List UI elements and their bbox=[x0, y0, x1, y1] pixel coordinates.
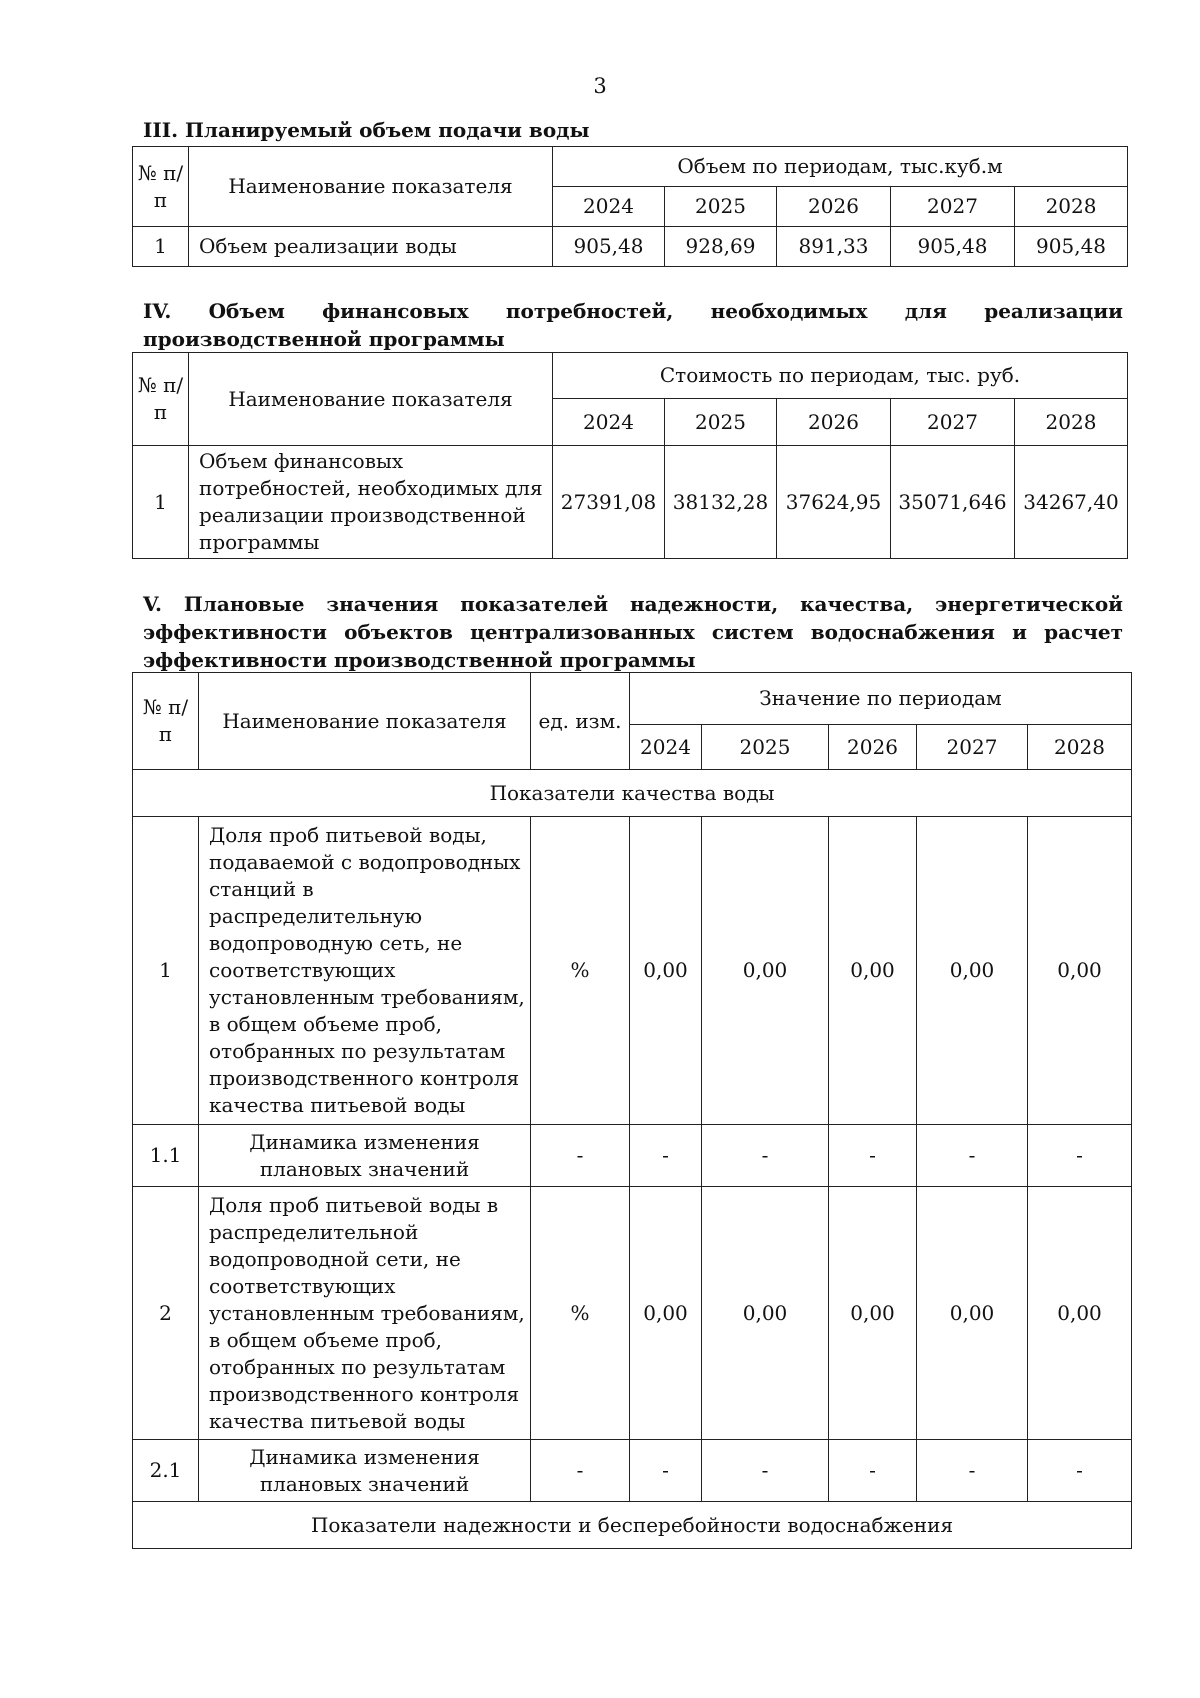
row-value: 0,00 bbox=[917, 1187, 1028, 1440]
year-header: 2025 bbox=[665, 187, 777, 227]
row-name: Объем финансовых потребностей, необходимых для реализации производственной программы bbox=[189, 446, 553, 559]
water-supply-table bbox=[132, 146, 1128, 267]
row-value: 0,00 bbox=[630, 817, 702, 1125]
row-value: 37624,95 bbox=[777, 446, 891, 559]
row-value: 0,00 bbox=[702, 1187, 829, 1440]
year-header: 2024 bbox=[553, 399, 665, 446]
table-row bbox=[133, 446, 1128, 559]
row-number: 1 bbox=[133, 817, 199, 1125]
year-header: 2028 bbox=[1028, 725, 1132, 770]
row-number: 1.1 bbox=[133, 1125, 199, 1187]
row-value: 35071,646 bbox=[891, 446, 1015, 559]
row-value: 34267,40 bbox=[1015, 446, 1128, 559]
period-group-header: Стоимость по периодам, тыс. руб. bbox=[553, 353, 1128, 399]
performance-indicators-table bbox=[132, 672, 1132, 1549]
year-header: 2026 bbox=[829, 725, 917, 770]
row-value: 0,00 bbox=[1028, 1187, 1132, 1440]
row-number: 1 bbox=[133, 446, 189, 559]
table-row bbox=[133, 817, 1132, 1125]
row-value: 905,48 bbox=[891, 227, 1015, 267]
year-header: 2027 bbox=[891, 187, 1015, 227]
year-header: 2024 bbox=[630, 725, 702, 770]
financial-needs-table bbox=[132, 352, 1128, 559]
col-num-header: № п/п bbox=[133, 673, 199, 770]
row-unit: % bbox=[531, 1187, 630, 1440]
table-row bbox=[133, 1187, 1132, 1440]
group-header-reliability: Показатели надежности и бесперебойности водоснабжения bbox=[133, 1502, 1132, 1549]
row-value: 27391,08 bbox=[553, 446, 665, 559]
col-name-header: Наименование показателя bbox=[199, 673, 531, 770]
table-row bbox=[133, 1125, 1132, 1187]
row-unit: - bbox=[531, 1125, 630, 1187]
table-row bbox=[133, 1440, 1132, 1502]
year-header: 2026 bbox=[777, 187, 891, 227]
row-value: - bbox=[630, 1440, 702, 1502]
group-header-quality: Показатели качества воды bbox=[133, 770, 1132, 817]
row-name: Доля проб питьевой воды в распределительной водопроводной сети, не соответствующих установленным требованиям, в общем объеме проб, отобранных по результатам производственного контроля качества питьевой воды bbox=[199, 1187, 531, 1440]
row-value: 0,00 bbox=[829, 1187, 917, 1440]
row-name: Динамика изменения плановых значений bbox=[199, 1440, 531, 1502]
row-value: - bbox=[829, 1125, 917, 1187]
row-value: 38132,28 bbox=[665, 446, 777, 559]
year-header: 2025 bbox=[702, 725, 829, 770]
row-value: 0,00 bbox=[829, 817, 917, 1125]
row-value: - bbox=[917, 1125, 1028, 1187]
col-name-header: Наименование показателя bbox=[189, 353, 553, 446]
row-value: - bbox=[917, 1440, 1028, 1502]
period-group-header: Объем по периодам, тыс.куб.м bbox=[553, 147, 1128, 187]
section-3-title: III. Планируемый объем подачи воды bbox=[143, 118, 590, 142]
col-name-header: Наименование показателя bbox=[189, 147, 553, 227]
year-header: 2028 bbox=[1015, 187, 1128, 227]
row-name: Доля проб питьевой воды, подаваемой с водопроводных станций в распределительную водопроводную сеть, не соответствующих установленным требованиям, в общем объеме проб, отобранных по результатам производственного контроля качества питьевой воды bbox=[199, 817, 531, 1125]
row-value: 905,48 bbox=[553, 227, 665, 267]
row-name: Динамика изменения плановых значений bbox=[199, 1125, 531, 1187]
col-num-header: № п/п bbox=[133, 147, 189, 227]
row-value: 928,69 bbox=[665, 227, 777, 267]
col-num-header: № п/п bbox=[133, 353, 189, 446]
row-number: 2 bbox=[133, 1187, 199, 1440]
row-value: - bbox=[702, 1440, 829, 1502]
page-number: 3 bbox=[593, 74, 607, 98]
year-header: 2024 bbox=[553, 187, 665, 227]
period-group-header: Значение по периодам bbox=[630, 673, 1132, 725]
col-unit-header: ед. изм. bbox=[531, 673, 630, 770]
row-value: - bbox=[702, 1125, 829, 1187]
row-number: 1 bbox=[133, 227, 189, 267]
row-value: - bbox=[1028, 1125, 1132, 1187]
row-name: Объем реализации воды bbox=[189, 227, 553, 267]
row-value: 0,00 bbox=[917, 817, 1028, 1125]
section-5-title: V. Плановые значения показателей надежности, качества, энергетической эффективности объектов централизованных систем водоснабжения и расчет эффективности производственной программы bbox=[143, 592, 1123, 672]
row-value: 0,00 bbox=[1028, 817, 1132, 1125]
year-header: 2027 bbox=[891, 399, 1015, 446]
section-4-title: IV. Объем финансовых потребностей, необходимых для реализации производственной программы bbox=[143, 299, 1123, 351]
row-value: - bbox=[1028, 1440, 1132, 1502]
table-row bbox=[133, 227, 1128, 267]
year-header: 2027 bbox=[917, 725, 1028, 770]
year-header: 2028 bbox=[1015, 399, 1128, 446]
year-header: 2026 bbox=[777, 399, 891, 446]
row-value: 0,00 bbox=[702, 817, 829, 1125]
row-number: 2.1 bbox=[133, 1440, 199, 1502]
row-unit: - bbox=[531, 1440, 630, 1502]
row-value: 891,33 bbox=[777, 227, 891, 267]
row-value: - bbox=[630, 1125, 702, 1187]
row-unit: % bbox=[531, 817, 630, 1125]
year-header: 2025 bbox=[665, 399, 777, 446]
row-value: 905,48 bbox=[1015, 227, 1128, 267]
row-value: - bbox=[829, 1440, 917, 1502]
row-value: 0,00 bbox=[630, 1187, 702, 1440]
